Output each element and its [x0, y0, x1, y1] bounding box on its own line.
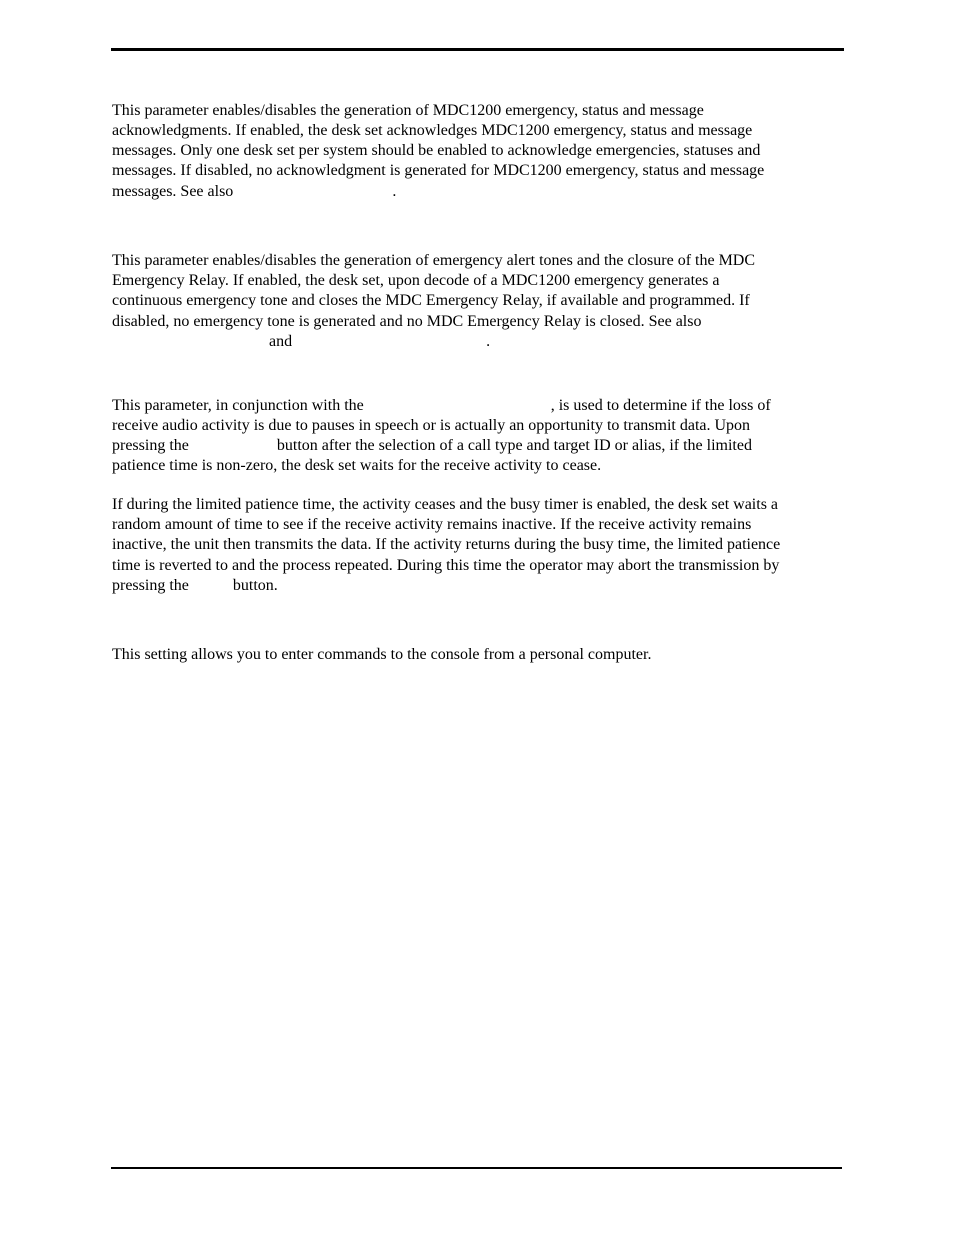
ack-see-also-text: messages. See also	[112, 183, 234, 200]
ack-line-4: messages. If disabled, no acknowledgment is generated for MDC1200 emergency, status and message	[112, 162, 765, 179]
patience-intro-rest: , is used to determine if the loss of	[550, 397, 771, 414]
busy-line-5	[112, 576, 278, 596]
patience-pressing-text: pressing the	[112, 437, 189, 454]
ack-period: .	[392, 183, 397, 200]
busy-line-2: random amount of time to see if the receive activity remains inactive. If the receive activity remains	[112, 516, 752, 533]
patience-line-4: patience time is non-zero, the desk set waits for the receive activity to cease.	[112, 457, 602, 474]
busy-line-4: time is reverted to and the process repeated. During this time the operator may abort the transmission by	[112, 557, 780, 574]
ack-line-3: messages. Only one desk set per system should be enabled to acknowledge emergencies, statuses and	[112, 142, 761, 159]
alert-line-3: continuous emergency tone and closes the MDC Emergency Relay, if available and programmed. If	[112, 292, 750, 309]
header-rule	[111, 48, 844, 51]
ack-line-5	[112, 182, 396, 202]
alert-period: .	[486, 333, 491, 350]
patience-line-1	[112, 396, 771, 416]
console-line: This setting allows you to enter commands to the console from a personal computer.	[112, 646, 652, 663]
patience-button-text: button after the selection of a call type and target ID or alias, if the limited	[276, 437, 752, 454]
busy-button-text: button.	[232, 577, 278, 594]
busy-line-1: If during the limited patience time, the activity ceases and the busy timer is enabled, the desk set waits a	[112, 496, 779, 513]
alert-and-text: and	[269, 333, 293, 350]
alert-line-4: disabled, no emergency tone is generated and no MDC Emergency Relay is closed. See also	[112, 313, 702, 330]
busy-pressing-text: pressing the	[112, 577, 189, 594]
patience-intro-text: This parameter, in conjunction with the	[112, 397, 364, 414]
alert-line-1: This parameter enables/disables the generation of emergency alert tones and the closure of the MDC	[112, 252, 756, 269]
alert-line-5	[112, 332, 490, 352]
patience-line-2: receive audio activity is due to pauses in speech or is actually an opportunity to transmit data. Upon	[112, 417, 751, 434]
patience-line-3	[112, 436, 752, 456]
ack-line-2: acknowledgments. If enabled, the desk set acknowledges MDC1200 emergency, status and message	[112, 122, 753, 139]
footer-rule	[111, 1167, 842, 1169]
ack-line-1: This parameter enables/disables the generation of MDC1200 emergency, status and message	[112, 102, 704, 119]
alert-line-2: Emergency Relay. If enabled, the desk set, upon decode of a MDC1200 emergency generates a	[112, 272, 720, 289]
busy-line-3: inactive, the unit then transmits the data. If the activity returns during the busy time, the limited patience	[112, 536, 781, 553]
